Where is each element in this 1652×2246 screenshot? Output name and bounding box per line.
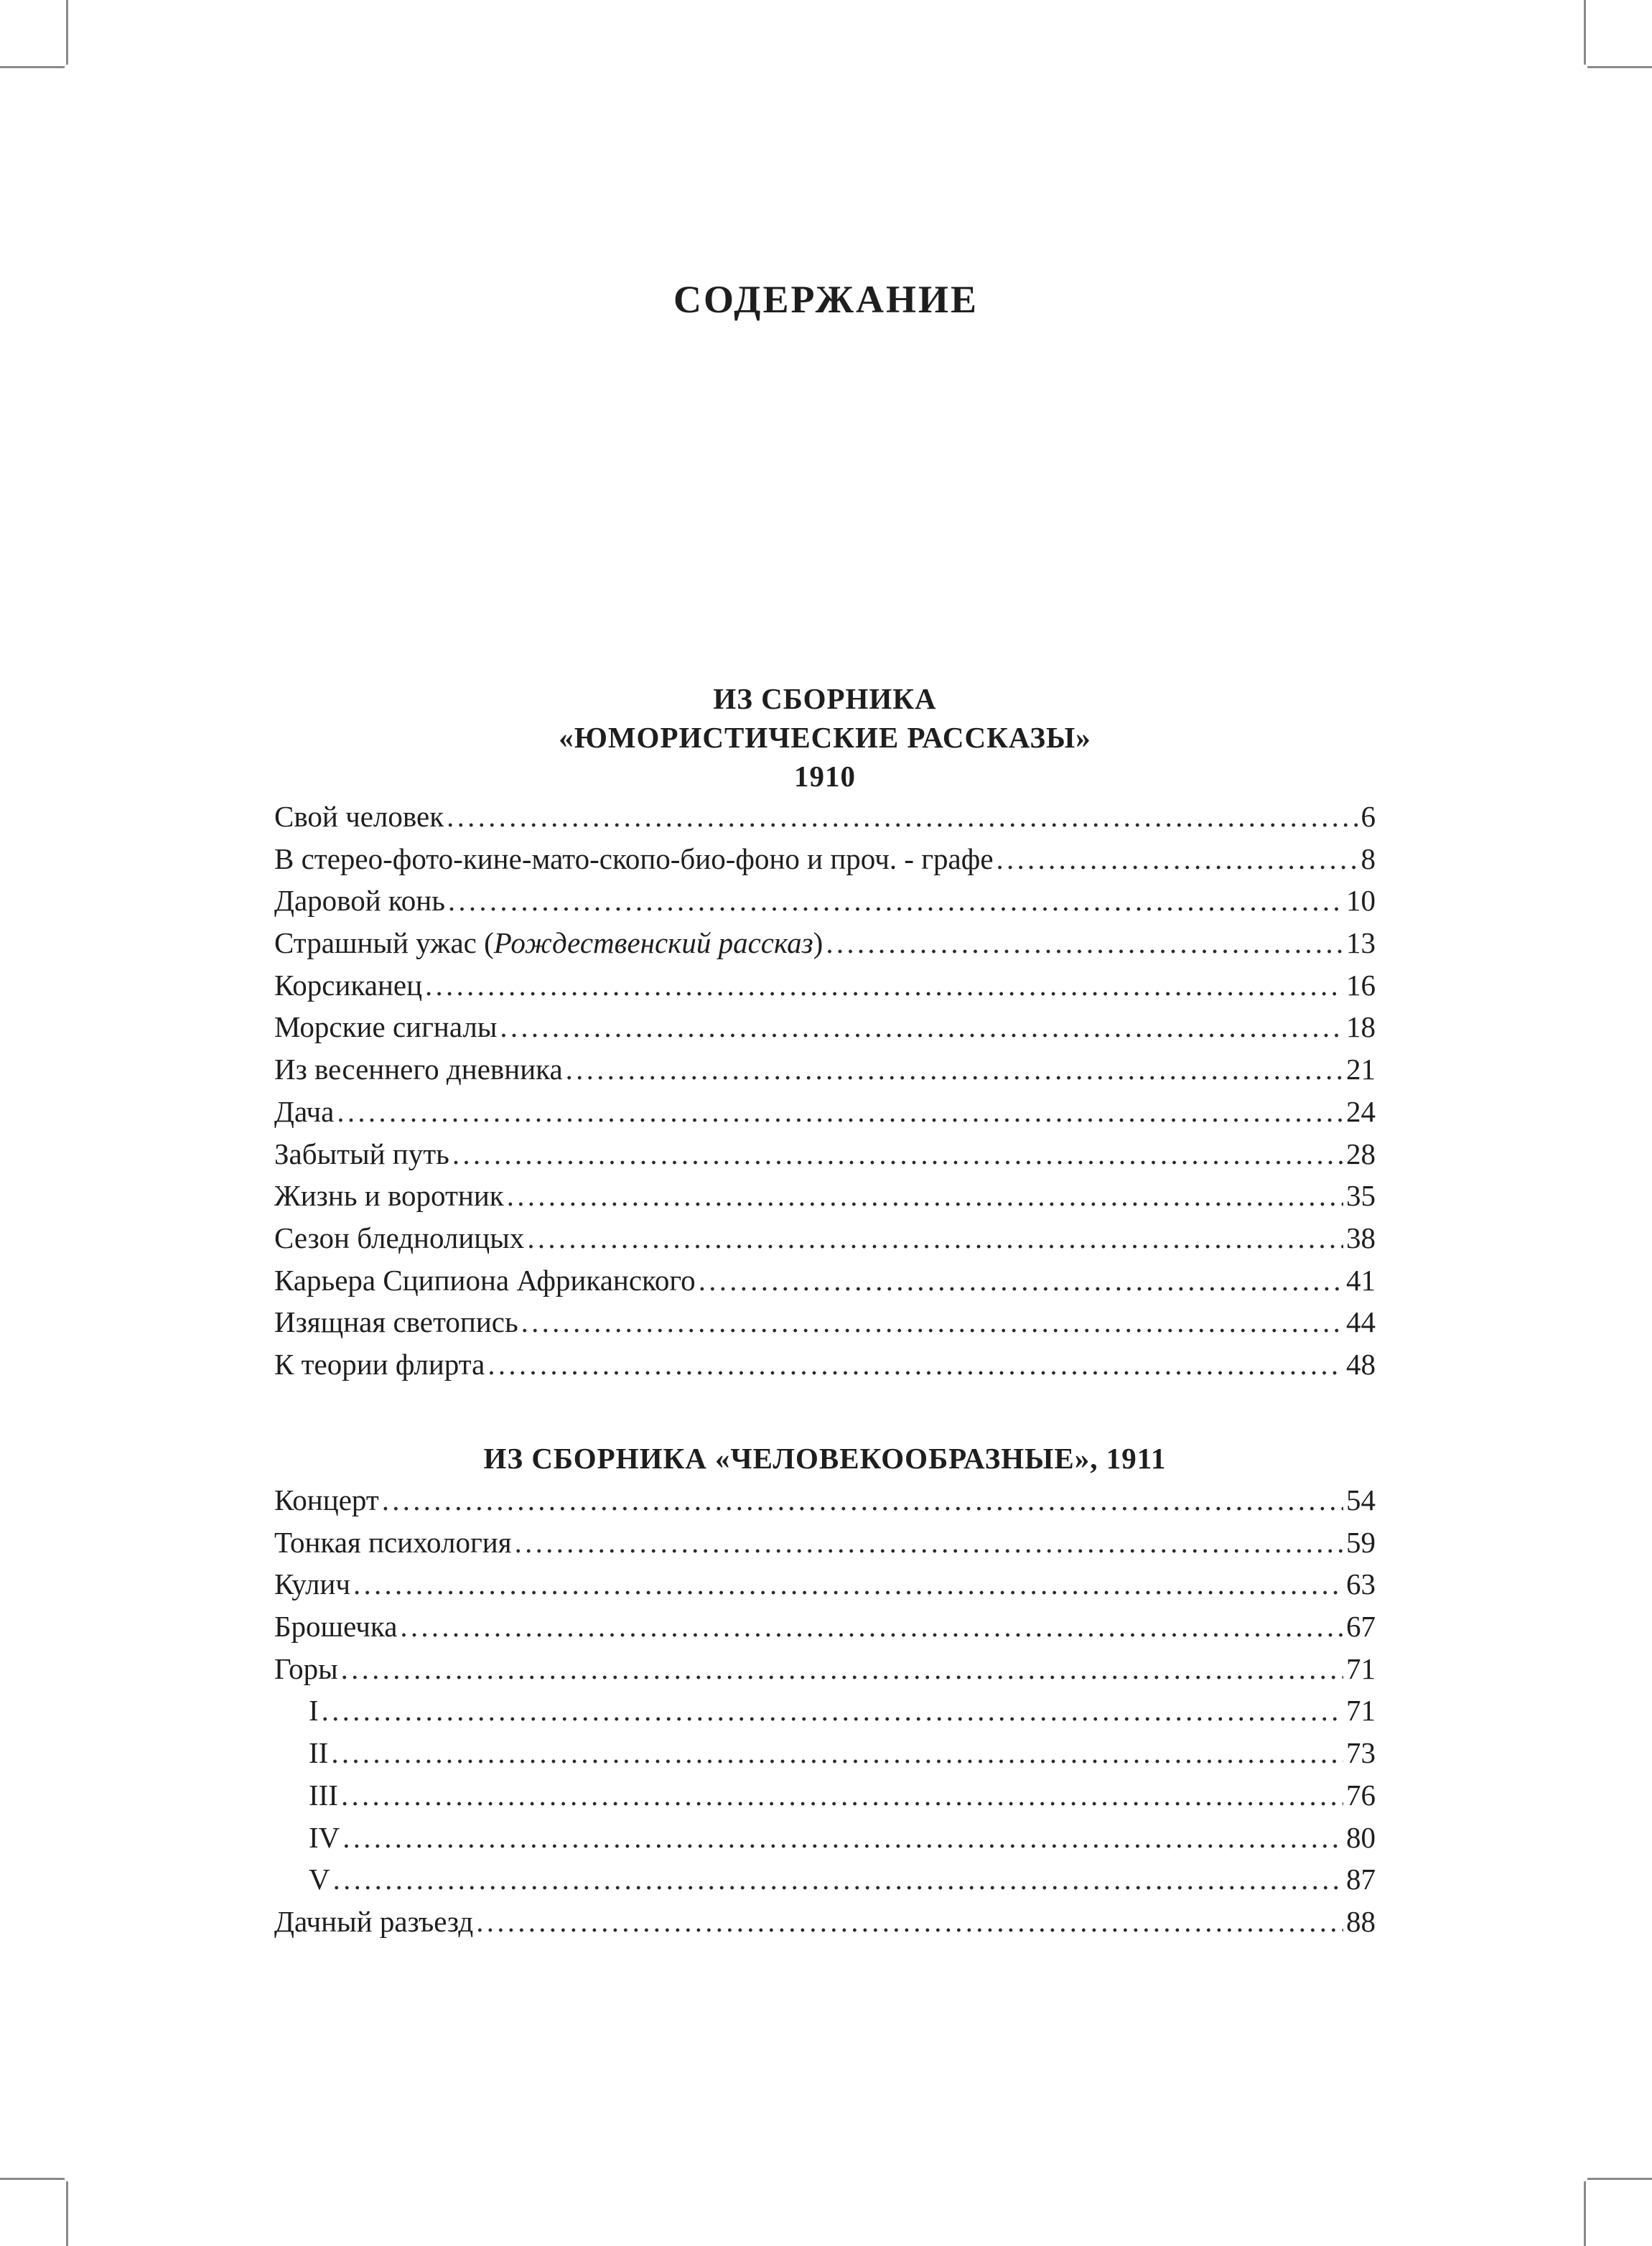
toc-entry-title [274, 1133, 449, 1175]
toc-entry-title [274, 838, 994, 880]
toc-entry [274, 1175, 1376, 1217]
dot-leader [566, 1048, 1343, 1091]
toc-entry-title-text: V [309, 1863, 330, 1896]
section-heading [274, 1439, 1376, 1478]
toc-section-humanoids [274, 1439, 1376, 1943]
crop-mark [1584, 0, 1586, 65]
dot-leader [826, 922, 1343, 964]
toc-entry-page-number: 87 [1346, 1863, 1376, 1896]
crop-mark [66, 2181, 68, 2246]
toc-entry [274, 880, 1376, 922]
toc-entry-title-text: Кулич [274, 1567, 350, 1601]
toc-entry [274, 1522, 1376, 1564]
toc-entry [274, 1563, 1376, 1606]
toc-entry [274, 1006, 1376, 1048]
toc-entry [274, 1343, 1376, 1386]
toc-entry-page-number: 54 [1346, 1483, 1376, 1516]
toc-entry-title [274, 1479, 379, 1522]
toc-entry-page-number: 80 [1346, 1820, 1376, 1854]
toc-entry [274, 1690, 1376, 1732]
toc-entry-title-text: Брошечка [274, 1610, 398, 1644]
crop-mark [0, 2178, 65, 2180]
toc-entry-subtitle-italic: Рождественский рассказ [493, 926, 813, 960]
toc-entry-title [274, 1817, 340, 1859]
toc-entry-title-suffix: ) [813, 926, 823, 960]
dot-leader [341, 1774, 1343, 1817]
toc-entry [274, 922, 1376, 964]
toc-entry-title [274, 880, 445, 922]
toc-entry-title-text: Морские сигналы [274, 1010, 498, 1044]
toc-entry-title-text: Изящная светопись [274, 1305, 518, 1339]
toc-entry-page-number: 63 [1346, 1567, 1376, 1601]
crop-mark [1587, 2178, 1652, 2180]
dot-leader [353, 1563, 1343, 1606]
toc-entry-title-text: Дачный разъезд [274, 1904, 474, 1938]
dot-leader [425, 964, 1343, 1007]
toc-entry-page-number: 6 [1361, 800, 1376, 833]
dot-leader [342, 1817, 1343, 1859]
section-heading-line: ИЗ СБОРНИКА «ЧЕЛОВЕКООБРАЗНЫЕ», 1911 [483, 1442, 1167, 1475]
toc-entry [274, 838, 1376, 880]
toc-entry-title-text: Карьера Сципиона Африканского [274, 1263, 696, 1297]
toc-entry-title-text: I [309, 1694, 319, 1728]
toc-entry [274, 1774, 1376, 1817]
dot-leader [699, 1259, 1343, 1302]
toc-entry-title [274, 1175, 504, 1217]
toc-entry [274, 1091, 1376, 1133]
page-title: СОДЕРЖАНИЕ [673, 278, 979, 321]
toc-entry [274, 1732, 1376, 1774]
section-heading-line: 1910 [794, 760, 856, 793]
toc-entry-title [274, 1259, 696, 1302]
dot-leader [341, 1648, 1343, 1690]
dot-leader [333, 1858, 1343, 1901]
toc-entry-page-number: 35 [1346, 1179, 1376, 1213]
toc-entry-page-number: 73 [1346, 1736, 1376, 1770]
toc-entry-page-number: 28 [1346, 1137, 1376, 1170]
dot-leader [448, 880, 1343, 922]
toc-entry-title [274, 1217, 524, 1259]
toc-entry-title [274, 1774, 338, 1817]
toc-entry-title [274, 1048, 563, 1091]
toc-entry [274, 1606, 1376, 1648]
toc-entry-page-number: 38 [1346, 1221, 1376, 1254]
dot-leader [400, 1606, 1343, 1648]
toc-entry-title [274, 1006, 497, 1048]
toc-entry-page-number: 67 [1346, 1610, 1376, 1644]
toc-entry-title-text: Из весеннего дневника [274, 1053, 563, 1086]
toc-section-humorous-stories [274, 679, 1376, 1386]
toc-entry-title-text: Горы [274, 1651, 338, 1685]
dot-leader [476, 1901, 1343, 1943]
toc-entry-page-number: 10 [1346, 884, 1376, 918]
toc-entry-title [274, 1732, 328, 1774]
dot-leader [331, 1732, 1343, 1774]
toc-entry [274, 1048, 1376, 1091]
section-heading-line: ИЗ СБОРНИКА [713, 682, 937, 715]
toc-entry-title-text: В стерео-фото-кине-мато-скопо-био-фоно и проч. - графе [274, 842, 994, 875]
toc-entry-title-text: II [309, 1736, 329, 1770]
toc-entry-page-number: 24 [1346, 1094, 1376, 1128]
toc-entry-title-text: Жизнь и воротник [274, 1179, 504, 1213]
toc-entry-title [274, 1858, 330, 1901]
toc-entry-title-text: Свой человек [274, 800, 444, 833]
toc-entry-title-text: III [309, 1778, 338, 1812]
dot-leader [322, 1690, 1343, 1732]
toc-entry-page-number: 71 [1346, 1694, 1376, 1728]
crop-mark [1587, 66, 1652, 68]
toc-entry-title [274, 1343, 485, 1386]
toc-entries [274, 1479, 1376, 1943]
toc-entry-page-number: 88 [1346, 1904, 1376, 1938]
toc-entry-title-text: Дача [274, 1094, 335, 1128]
toc-entry-title [274, 796, 444, 838]
toc-entry-title [274, 922, 823, 964]
toc-entries [274, 796, 1376, 1386]
toc-entry-title [274, 1091, 334, 1133]
dot-leader [997, 838, 1358, 880]
toc-entry [274, 1133, 1376, 1175]
dot-leader [382, 1479, 1343, 1522]
crop-mark [0, 66, 65, 68]
toc-entry-title [274, 1522, 512, 1564]
toc-entry [274, 1259, 1376, 1302]
toc-entry-title-text: Сезон бледнолицых [274, 1221, 525, 1254]
dot-leader [337, 1091, 1343, 1133]
toc-entry-title [274, 1901, 473, 1943]
toc-entry-title [274, 1690, 319, 1732]
toc-entry-title-text: IV [309, 1820, 340, 1854]
toc-entry [274, 1217, 1376, 1259]
toc-entry-title-text: Концерт [274, 1483, 379, 1516]
toc-entry [274, 964, 1376, 1007]
toc-entry-title-text: Забытый путь [274, 1137, 449, 1170]
toc-entry [274, 1479, 1376, 1522]
toc-entry-page-number: 71 [1346, 1651, 1376, 1685]
dot-leader [500, 1006, 1343, 1048]
dot-leader [527, 1217, 1343, 1259]
toc-entry-page-number: 21 [1346, 1053, 1376, 1086]
dot-leader [447, 796, 1358, 838]
toc-entry [274, 796, 1376, 838]
toc-entry [274, 1648, 1376, 1690]
toc-entry [274, 1858, 1376, 1901]
toc-entry-page-number: 59 [1346, 1525, 1376, 1559]
toc-entry-page-number: 48 [1346, 1347, 1376, 1381]
toc-entry-title-text: Корсиканец [274, 968, 423, 1002]
toc-entry-page-number: 41 [1346, 1263, 1376, 1297]
toc-entry [274, 1301, 1376, 1343]
toc-entry-title [274, 1301, 518, 1343]
crop-mark [66, 0, 68, 65]
toc-entry-title [274, 1563, 350, 1606]
toc-entry-title-text: К теории флирта [274, 1347, 485, 1381]
toc-entry-page-number: 8 [1361, 842, 1376, 875]
dot-leader [452, 1133, 1343, 1175]
toc-entry [274, 1901, 1376, 1943]
toc-entry [274, 1817, 1376, 1859]
dot-leader [515, 1522, 1343, 1564]
toc-entry-page-number: 76 [1346, 1778, 1376, 1812]
toc-entry-title [274, 1606, 397, 1648]
toc-entry-page-number: 18 [1346, 1010, 1376, 1044]
section-heading-line: «ЮМОРИСТИЧЕСКИЕ РАССКАЗЫ» [559, 721, 1091, 754]
crop-mark [1584, 2181, 1586, 2246]
toc-entry-page-number: 44 [1346, 1305, 1376, 1339]
dot-leader [487, 1343, 1343, 1386]
toc-entry-page-number: 13 [1346, 926, 1376, 960]
toc-entry-title-text: Тонкая психология [274, 1525, 512, 1559]
toc-entry-title [274, 1648, 338, 1690]
dot-leader [521, 1301, 1343, 1343]
toc-entry-title-text: Страшный ужас ( [274, 926, 494, 960]
toc-entry-title-text: Даровой конь [274, 884, 445, 918]
section-heading [274, 679, 1376, 796]
toc-entry-page-number: 16 [1346, 968, 1376, 1002]
toc-entry-title [274, 964, 422, 1007]
dot-leader [507, 1175, 1343, 1217]
